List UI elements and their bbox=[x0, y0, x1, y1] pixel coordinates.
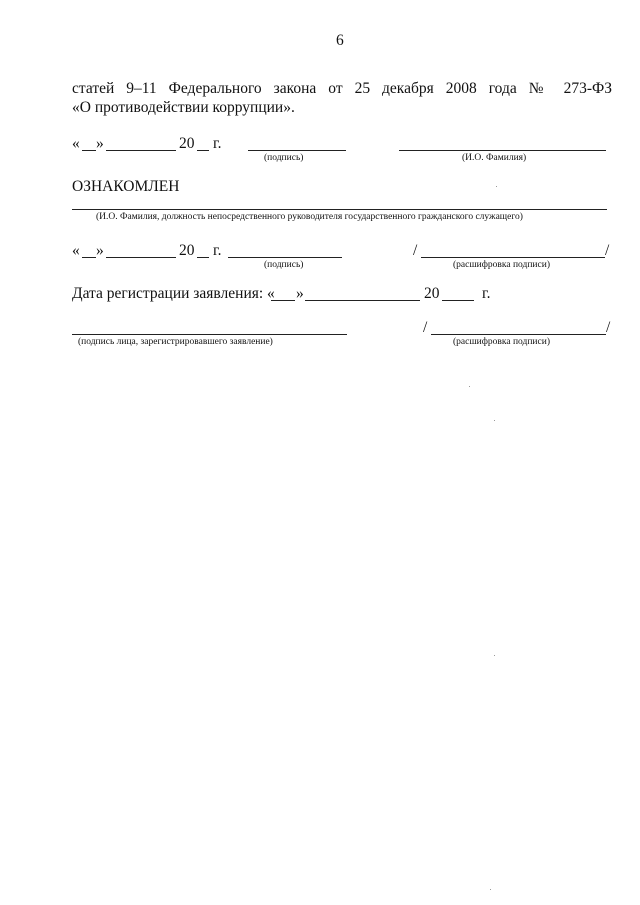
year-suffix: г. bbox=[213, 135, 222, 152]
decode-field[interactable] bbox=[421, 257, 605, 258]
date-quote-close: » bbox=[96, 242, 104, 259]
name-caption: (И.О. Фамилия) bbox=[462, 153, 527, 163]
acknowledged-heading: ОЗНАКОМЛЕН bbox=[72, 178, 180, 195]
slash-left: / bbox=[413, 242, 418, 259]
intro-line-2: «О противодействии коррупции». bbox=[72, 99, 295, 116]
date-quote-close: » bbox=[96, 135, 104, 152]
slash-right: / bbox=[606, 319, 611, 336]
signature-field[interactable] bbox=[248, 150, 346, 151]
signature-caption: (подпись) bbox=[264, 153, 304, 163]
page-number: 6 bbox=[336, 32, 344, 49]
date-quote-open: « bbox=[72, 242, 80, 259]
month-field[interactable] bbox=[106, 257, 176, 258]
scan-speck bbox=[494, 655, 495, 656]
month-field[interactable] bbox=[106, 150, 176, 151]
scan-speck bbox=[469, 386, 470, 387]
year-field[interactable] bbox=[197, 150, 209, 151]
slash-left: / bbox=[423, 319, 428, 336]
registration-year-prefix: 20 bbox=[424, 285, 440, 302]
registration-year-field[interactable] bbox=[442, 300, 474, 301]
decode-caption: (расшифровка подписи) bbox=[453, 337, 550, 347]
scan-speck bbox=[490, 889, 491, 890]
registrar-signature-field[interactable] bbox=[72, 334, 347, 335]
day-field[interactable] bbox=[82, 150, 96, 151]
scan-speck bbox=[494, 420, 495, 421]
year-prefix: 20 bbox=[179, 242, 195, 259]
registrar-caption: (подпись лица, зарегистрировавшего заявление) bbox=[78, 337, 273, 347]
registration-day-field[interactable] bbox=[271, 300, 295, 301]
intro-line-1: статей 9–11 Федерального закона от 25 декабря 2008 года № 273-ФЗ bbox=[72, 80, 612, 97]
acknowledged-field[interactable] bbox=[72, 209, 607, 210]
acknowledged-caption: (И.О. Фамилия, должность непосредственного руководителя государственного гражданского служащего) bbox=[96, 212, 523, 222]
scan-speck bbox=[496, 186, 497, 187]
year-field[interactable] bbox=[197, 257, 209, 258]
year-prefix: 20 bbox=[179, 135, 195, 152]
year-suffix: г. bbox=[213, 242, 222, 259]
signature-caption: (подпись) bbox=[264, 260, 304, 270]
day-field[interactable] bbox=[82, 257, 96, 258]
decode-field[interactable] bbox=[431, 334, 606, 335]
registration-month-field[interactable] bbox=[305, 300, 420, 301]
signature-field[interactable] bbox=[228, 257, 342, 258]
registration-label: Дата регистрации заявления: « bbox=[72, 285, 275, 302]
date-quote-open: « bbox=[72, 135, 80, 152]
name-field[interactable] bbox=[399, 150, 606, 151]
slash-right: / bbox=[605, 242, 610, 259]
registration-year-suffix: г. bbox=[482, 285, 491, 302]
registration-quote-close: » bbox=[296, 285, 304, 302]
decode-caption: (расшифровка подписи) bbox=[453, 260, 550, 270]
